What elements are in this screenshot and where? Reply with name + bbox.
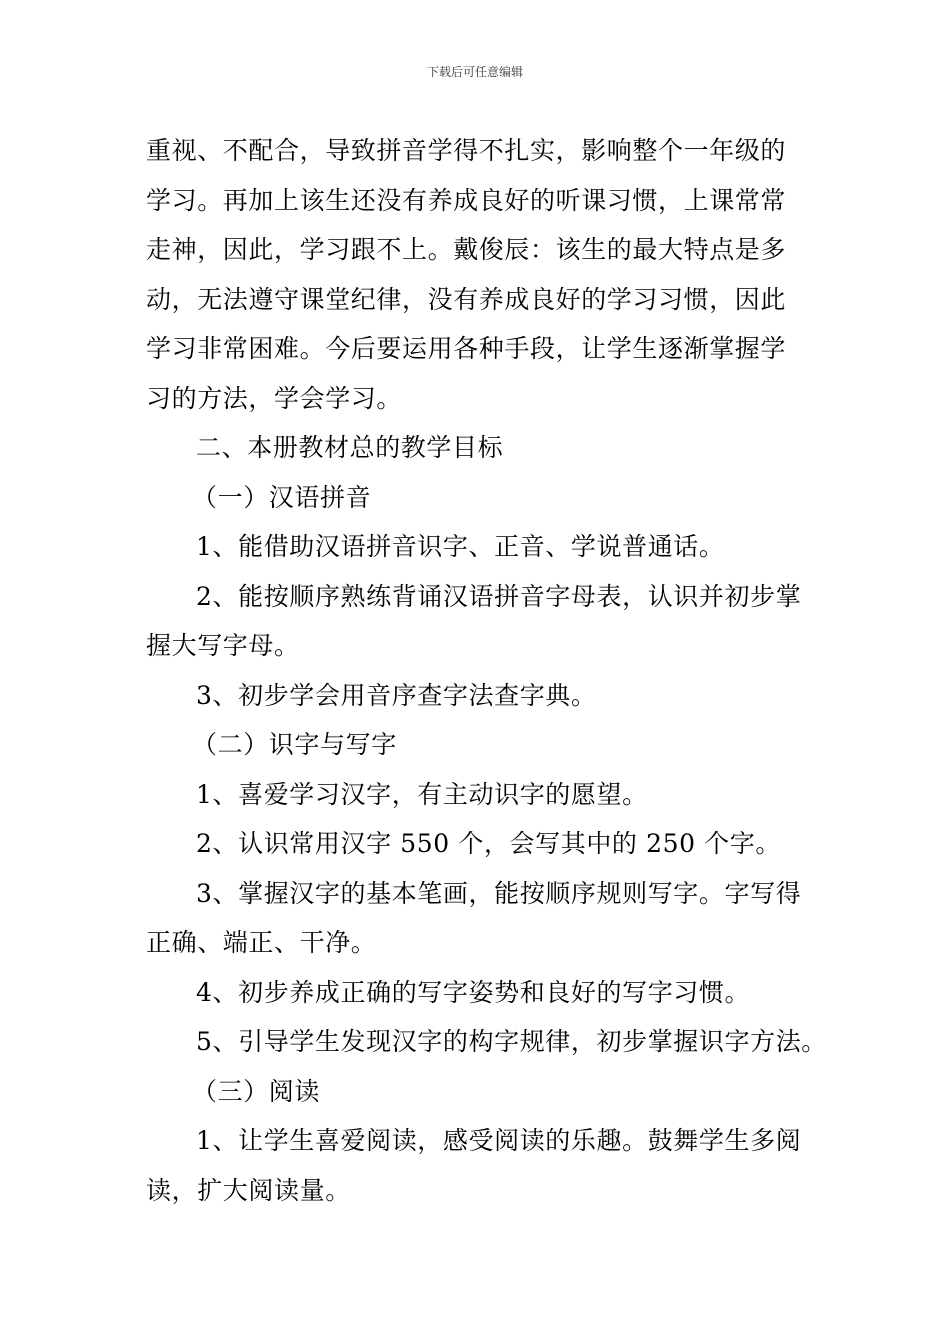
text-line: 3、掌握汉字的基本笔画，能按顺序规则写字。字写得 — [196, 878, 802, 908]
text-line: 5、引导学生发现汉字的构字规律，初步掌握识字方法。 — [196, 1027, 827, 1056]
document-body — [146, 126, 827, 1215]
list-item — [146, 968, 810, 1018]
text-line: 习的方法，学会学习。 — [146, 383, 403, 413]
list-item — [146, 819, 810, 869]
text-line: 走神，因此，学习跟不上。戴俊辰：该生的最大特点是多 — [146, 235, 787, 264]
text-line: 2、能按顺序熟练背诵汉语拼音字母表，认识并初步掌 — [196, 581, 802, 611]
list-item — [146, 1017, 827, 1067]
text-line: （二）识字与写字 — [192, 730, 397, 759]
list-item — [146, 522, 810, 572]
list-item — [146, 1116, 810, 1215]
text-line: 学习。再加上该生还没有养成良好的听课习惯，上课常常 — [146, 185, 787, 215]
text-line: 重视、不配合，导致拼音学得不扎实，影响整个一年级的 — [146, 136, 787, 165]
list-item — [146, 671, 810, 721]
text-line: 二、本册教材总的教学目标 — [196, 433, 504, 462]
section-heading — [146, 423, 810, 473]
text-line: 1、能借助汉语拼音识字、正音、学说普通话。 — [196, 532, 725, 561]
text-line: （一）汉语拼音 — [192, 482, 372, 512]
text-line: 正确、端正、干净。 — [146, 928, 377, 957]
text-line: （三）阅读 — [192, 1076, 321, 1106]
subsection-heading — [146, 720, 810, 770]
text-line: 1、喜爱学习汉字，有主动识字的愿望。 — [196, 779, 648, 809]
text-line: 4、初步养成正确的写字姿势和良好的写字习惯。 — [196, 977, 751, 1007]
list-item — [146, 572, 810, 671]
list-item — [146, 869, 810, 968]
text-line: 读，扩大阅读量。 — [146, 1175, 351, 1205]
text-line: 握大写字母。 — [146, 631, 300, 660]
text-line: 学习非常困难。今后要运用各种手段，让学生逐渐掌握学 — [146, 334, 787, 363]
list-item — [146, 770, 810, 820]
text-line: 动，无法遵守课堂纪律，没有养成良好的学习习惯，因此 — [146, 284, 787, 314]
paragraph — [146, 126, 810, 423]
text-line: 2、认识常用汉字 550 个，会写其中的 250 个字。 — [196, 829, 781, 858]
subsection-heading — [146, 473, 810, 523]
subsection-heading — [146, 1067, 810, 1117]
page-header: 下载后可任意编辑 — [426, 65, 523, 79]
text-line: 1、让学生喜爱阅读，感受阅读的乐趣。鼓舞学生多阅 — [196, 1126, 802, 1155]
text-line: 3、初步学会用音序查字法查字典。 — [196, 680, 597, 710]
